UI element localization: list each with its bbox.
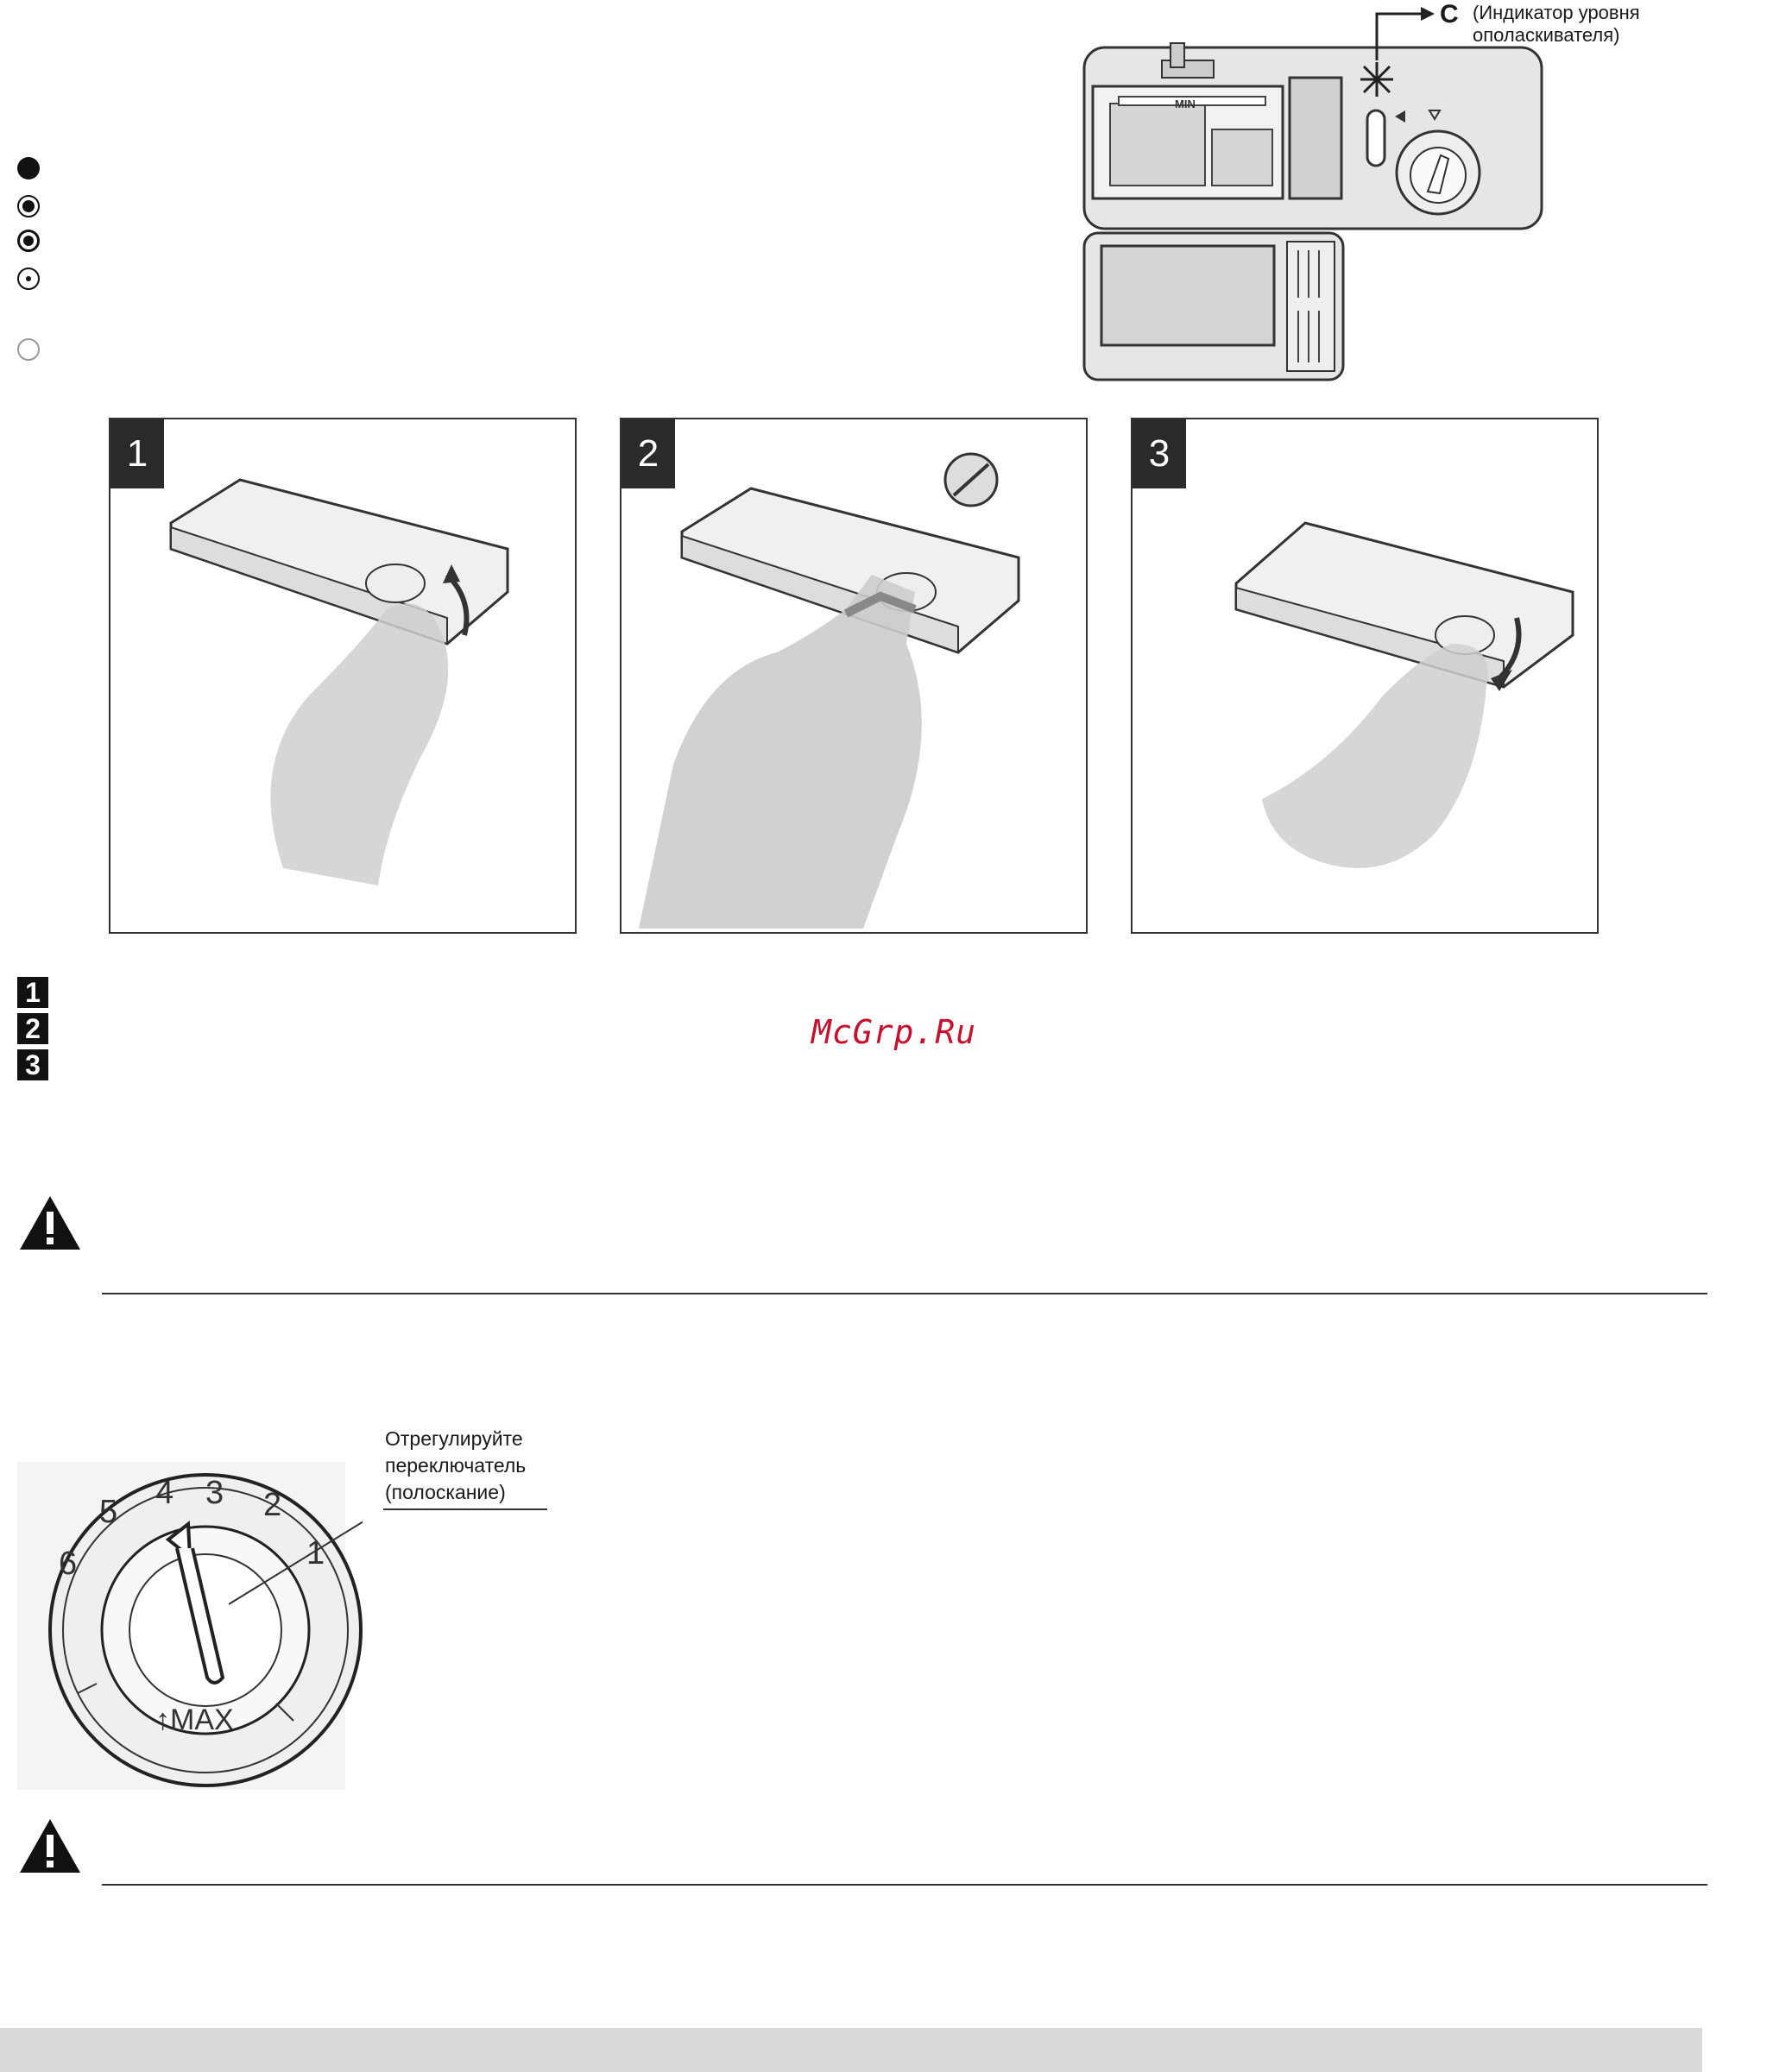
step-badge-2: 2 <box>17 1013 48 1044</box>
indicator-caption-line1: (Индикатор уровня <box>1473 2 1640 23</box>
dial-callout-line2: переключатель <box>385 1454 527 1477</box>
dial-callout-line3: (полоскание) <box>385 1481 506 1503</box>
dial-number-6: 6 <box>59 1546 78 1582</box>
min-label: MIN <box>1175 98 1196 110</box>
indicator-caption-line2: ополаскивателя) <box>1473 24 1620 46</box>
step-badge-3: 3 <box>17 1049 48 1080</box>
step-number-3: 3 <box>1133 419 1186 488</box>
fill-rinse-aid-illustration <box>622 419 1086 932</box>
dial-callout-line1: Отрегулируйте <box>385 1427 523 1450</box>
indicator-quarter-icon <box>17 268 40 290</box>
step-badge-1: 1 <box>17 977 48 1008</box>
dial-number-4: 4 <box>155 1475 174 1511</box>
warning-icon <box>17 1193 83 1253</box>
indicator-letter: C <box>1440 0 1459 28</box>
step-number-1: 1 <box>110 419 164 488</box>
dial-max-label: ↑MAX <box>155 1704 234 1736</box>
indicator-three-quarter-icon <box>17 195 40 217</box>
callout-underline <box>383 1508 547 1510</box>
step-panel-3 <box>1131 418 1599 934</box>
indicator-caption <box>1473 2 1640 47</box>
dial-callout <box>385 1426 526 1506</box>
step-panel-2 <box>620 418 1088 934</box>
watermark: McGrp.Ru <box>811 1013 977 1051</box>
dial-number-3: 3 <box>205 1475 224 1511</box>
close-cap-illustration <box>1133 419 1597 932</box>
step-number-2: 2 <box>622 419 675 488</box>
open-cap-illustration <box>110 419 575 932</box>
rinse-dial-illustration <box>17 1462 363 1790</box>
dial-number-2: 2 <box>263 1487 282 1523</box>
warning-icon-2 <box>17 1816 83 1876</box>
step-panel-1 <box>109 418 577 934</box>
dispenser-diagram <box>1067 0 1550 388</box>
rinse-aid-indicator-icon <box>1360 62 1393 97</box>
indicator-half-icon <box>17 230 40 252</box>
divider <box>102 1293 1707 1294</box>
footer-bar <box>0 2028 1702 2072</box>
indicator-empty-icon <box>17 338 40 361</box>
divider-2 <box>102 1884 1707 1886</box>
indicator-full-icon <box>17 157 40 179</box>
dial-number-1: 1 <box>306 1535 325 1571</box>
dial-number-5: 5 <box>99 1494 118 1530</box>
